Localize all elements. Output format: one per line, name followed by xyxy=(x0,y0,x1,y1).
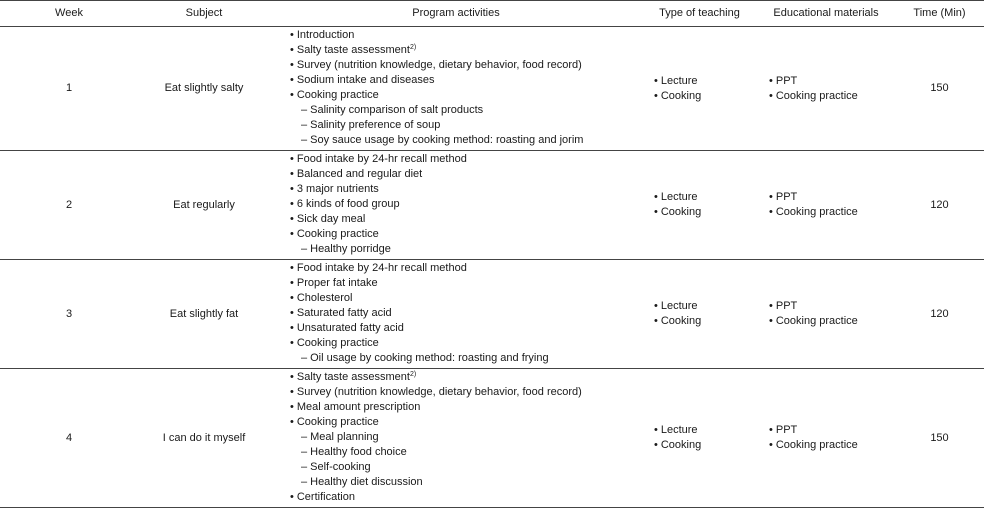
activity-text: Healthy food choice xyxy=(310,446,407,458)
activity-text: Unsaturated fatty acid xyxy=(296,322,404,334)
bullet-icon xyxy=(654,75,661,87)
materials-cell xyxy=(757,369,895,508)
bullet-icon xyxy=(290,416,297,428)
bullet-icon xyxy=(654,424,661,436)
activity-text: Survey (nutrition knowledge, dietary behavior, food record) xyxy=(296,59,582,71)
bullet-icon xyxy=(290,386,297,398)
bullet-icon xyxy=(290,89,297,101)
material-item xyxy=(769,423,892,438)
bullet-icon xyxy=(290,307,297,319)
activity-item xyxy=(290,385,642,400)
subject-cell: I can do it myself xyxy=(138,369,270,508)
activity-item xyxy=(290,167,642,182)
bullet-icon xyxy=(290,292,297,304)
activity-item xyxy=(290,227,642,242)
dash-icon xyxy=(301,119,310,131)
activity-item xyxy=(290,321,642,336)
material-item-text: PPT xyxy=(775,300,798,312)
bullet-icon xyxy=(290,277,297,289)
teaching-type-cell xyxy=(642,27,757,151)
dash-icon xyxy=(301,461,310,473)
activity-text: Sodium intake and diseases xyxy=(296,74,435,86)
activity-subitem xyxy=(290,445,642,460)
activity-text: Cooking practice xyxy=(296,89,379,101)
bullet-icon xyxy=(654,439,661,451)
header-time: Time (Min) xyxy=(895,1,984,27)
activity-subitem xyxy=(290,118,642,133)
activity-item xyxy=(290,291,642,306)
footnote-marker: 2) xyxy=(409,371,417,378)
bullet-icon xyxy=(290,401,297,413)
activity-item xyxy=(290,276,642,291)
bullet-icon xyxy=(290,262,297,274)
activity-text: Cholesterol xyxy=(296,292,353,304)
activity-item xyxy=(290,152,642,167)
dash-icon xyxy=(301,446,310,458)
bullet-icon xyxy=(290,29,297,41)
bullet-icon xyxy=(654,206,661,218)
activity-item xyxy=(290,336,642,351)
header-program-activities: Program activities xyxy=(270,1,642,27)
activity-text: Soy sauce usage by cooking method: roasting and jorim xyxy=(310,134,584,146)
material-item xyxy=(769,314,892,329)
bullet-icon xyxy=(290,213,297,225)
bullet-icon xyxy=(769,424,776,436)
material-item-text: Cooking practice xyxy=(775,439,858,451)
teaching-type-item-text: Cooking xyxy=(660,89,702,102)
material-item xyxy=(769,74,892,89)
bullet-icon xyxy=(290,183,297,195)
teaching-type-cell xyxy=(642,260,757,369)
teaching-type-item xyxy=(654,423,754,438)
activity-text: Certification xyxy=(296,491,355,503)
bullet-icon xyxy=(290,337,297,349)
table-row xyxy=(0,369,984,508)
activity-text: Survey (nutrition knowledge, dietary behavior, food record) xyxy=(296,386,582,398)
activity-text: Healthy porridge xyxy=(310,243,391,255)
activity-text: Salinity preference of soup xyxy=(310,119,441,131)
table-row xyxy=(0,27,984,151)
activity-item xyxy=(290,490,642,505)
teaching-type-item xyxy=(654,74,754,89)
activity-item xyxy=(290,370,642,385)
activities-cell xyxy=(270,151,642,260)
bullet-icon xyxy=(290,228,297,240)
activity-text: Salty taste assessment xyxy=(296,44,410,56)
materials-cell xyxy=(757,151,895,260)
bullet-icon xyxy=(654,315,661,327)
activity-text: Self-cooking xyxy=(310,461,371,473)
material-item-text: PPT xyxy=(775,74,798,87)
bullet-icon xyxy=(769,439,776,451)
header-row xyxy=(0,1,984,27)
subject-cell: Eat slightly fat xyxy=(138,260,270,369)
activity-text: Cooking practice xyxy=(296,228,379,240)
activity-subitem xyxy=(290,133,642,148)
bullet-icon xyxy=(769,191,776,203)
activity-subitem xyxy=(290,475,642,490)
time-cell: 150 xyxy=(895,27,984,151)
bullet-icon xyxy=(654,90,661,102)
dash-icon xyxy=(301,431,310,443)
activity-item xyxy=(290,73,642,88)
bullet-icon xyxy=(290,491,297,503)
activity-text: Introduction xyxy=(296,29,355,41)
dash-icon xyxy=(301,476,310,488)
bullet-icon xyxy=(290,44,297,56)
bullet-icon xyxy=(290,322,297,334)
bullet-icon xyxy=(769,315,776,327)
week-cell: 4 xyxy=(0,369,138,508)
dash-icon xyxy=(301,134,310,146)
bullet-icon xyxy=(290,153,297,165)
dash-icon xyxy=(301,243,310,255)
activity-text: Oil usage by cooking method: roasting and frying xyxy=(310,352,549,364)
bullet-icon xyxy=(769,75,776,87)
activity-text: Food intake by 24-hr recall method xyxy=(296,153,467,165)
material-item xyxy=(769,438,892,453)
teaching-type-item-text: Cooking xyxy=(660,206,702,218)
activity-text: 3 major nutrients xyxy=(296,183,379,195)
bullet-icon xyxy=(290,371,297,383)
activity-item xyxy=(290,58,642,73)
material-item xyxy=(769,205,892,220)
activity-text: Healthy diet discussion xyxy=(310,476,423,488)
activity-text: Cooking practice xyxy=(296,416,379,428)
activity-text: Meal amount prescription xyxy=(296,401,421,413)
activity-item xyxy=(290,197,642,212)
material-item xyxy=(769,89,892,104)
table-row xyxy=(0,151,984,260)
bullet-icon xyxy=(769,206,776,218)
teaching-type-item-text: Lecture xyxy=(660,300,698,312)
teaching-type-item xyxy=(654,438,754,453)
materials-cell xyxy=(757,260,895,369)
bullet-icon xyxy=(769,90,776,102)
week-cell: 3 xyxy=(0,260,138,369)
bullet-icon xyxy=(654,300,661,312)
table-row xyxy=(0,260,984,369)
material-item xyxy=(769,190,892,205)
activity-subitem xyxy=(290,351,642,366)
header-educational-materials: Educational materials xyxy=(757,1,895,27)
activity-item xyxy=(290,415,642,430)
activities-cell xyxy=(270,260,642,369)
teaching-type-item xyxy=(654,314,754,329)
week-cell: 1 xyxy=(0,27,138,151)
bullet-icon xyxy=(290,168,297,180)
activity-item xyxy=(290,88,642,103)
teaching-type-item-text: Cooking xyxy=(660,439,702,451)
header-subject: Subject xyxy=(138,1,270,27)
activity-subitem xyxy=(290,460,642,475)
teaching-type-item-text: Lecture xyxy=(660,74,698,87)
activity-text: Food intake by 24-hr recall method xyxy=(296,262,467,274)
teaching-type-item xyxy=(654,205,754,220)
teaching-type-cell xyxy=(642,151,757,260)
activity-text: Sick day meal xyxy=(296,213,366,225)
activity-subitem xyxy=(290,242,642,257)
subject-cell: Eat slightly salty xyxy=(138,27,270,151)
material-item-text: Cooking practice xyxy=(775,89,858,102)
material-item-text: PPT xyxy=(775,424,798,436)
activity-subitem xyxy=(290,103,642,118)
material-item-text: PPT xyxy=(775,191,798,203)
activity-text: Balanced and regular diet xyxy=(296,168,423,180)
material-item xyxy=(769,299,892,314)
activity-item xyxy=(290,182,642,197)
activity-item xyxy=(290,43,642,58)
teaching-type-item-text: Cooking xyxy=(660,315,702,327)
header-type-of-teaching: Type of teaching xyxy=(642,1,757,27)
teaching-type-item xyxy=(654,190,754,205)
activity-text: Proper fat intake xyxy=(296,277,378,289)
activities-cell xyxy=(270,369,642,508)
materials-cell xyxy=(757,27,895,151)
activity-text: Salty taste assessment xyxy=(296,371,410,383)
bullet-icon xyxy=(769,300,776,312)
teaching-type-item-text: Lecture xyxy=(660,424,698,436)
teaching-type-cell xyxy=(642,369,757,508)
material-item-text: Cooking practice xyxy=(775,206,858,218)
activity-item xyxy=(290,212,642,227)
activity-text: Saturated fatty acid xyxy=(296,307,392,319)
activity-text: Salinity comparison of salt products xyxy=(310,104,484,116)
activity-item xyxy=(290,400,642,415)
time-cell: 120 xyxy=(895,260,984,369)
footnote-marker: 2) xyxy=(409,44,417,51)
activity-text: 6 kinds of food group xyxy=(296,198,400,210)
bullet-icon xyxy=(290,74,297,86)
material-item-text: Cooking practice xyxy=(775,315,858,327)
header-week: Week xyxy=(0,1,138,27)
week-cell: 2 xyxy=(0,151,138,260)
time-cell: 120 xyxy=(895,151,984,260)
bullet-icon xyxy=(654,191,661,203)
dash-icon xyxy=(301,352,310,364)
teaching-type-item xyxy=(654,89,754,104)
activity-subitem xyxy=(290,430,642,445)
dash-icon xyxy=(301,104,310,116)
subject-cell: Eat regularly xyxy=(138,151,270,260)
time-cell: 150 xyxy=(895,369,984,508)
activity-item xyxy=(290,28,642,43)
teaching-type-item xyxy=(654,299,754,314)
activity-text: Cooking practice xyxy=(296,337,379,349)
activity-item xyxy=(290,306,642,321)
bullet-icon xyxy=(290,59,297,71)
activities-cell xyxy=(270,27,642,151)
bullet-icon xyxy=(290,198,297,210)
teaching-type-item-text: Lecture xyxy=(660,191,698,203)
activity-item xyxy=(290,261,642,276)
activity-text: Meal planning xyxy=(310,431,379,443)
